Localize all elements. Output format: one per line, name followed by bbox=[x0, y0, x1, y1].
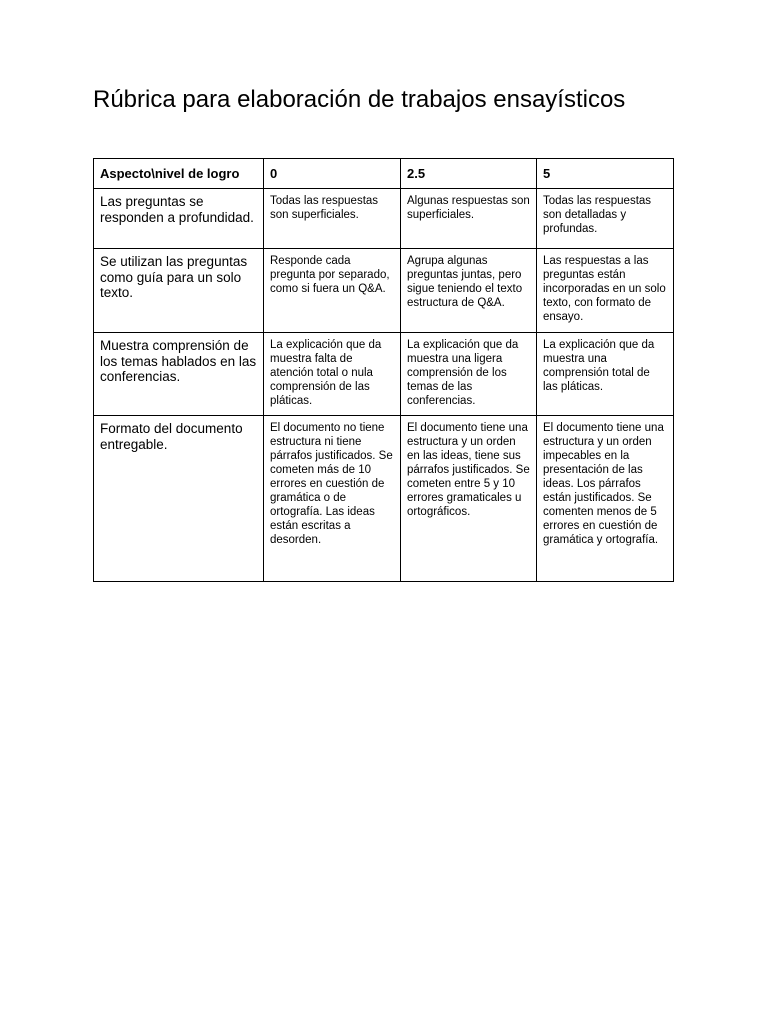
aspect-cell: Muestra comprensión de los temas hablados en las conferencias. bbox=[94, 333, 264, 416]
table-row bbox=[94, 333, 674, 416]
header-level-5: 5 bbox=[537, 159, 674, 189]
level-5-cell: La explicación que da muestra una comprensión total de las pláticas. bbox=[537, 333, 674, 416]
header-aspect: Aspecto\nivel de logro bbox=[94, 159, 264, 189]
document-title: Rúbrica para elaboración de trabajos ensayísticos bbox=[93, 86, 626, 113]
table-row bbox=[94, 416, 674, 582]
header-level-0: 0 bbox=[264, 159, 401, 189]
level-5-cell: Las respuestas a las preguntas están incorporadas en un solo texto, con formato de ensayo. bbox=[537, 249, 674, 333]
level-5-cell: Todas las respuestas son detalladas y profundas. bbox=[537, 189, 674, 249]
level-0-cell: Responde cada pregunta por separado, como si fuera un Q&A. bbox=[264, 249, 401, 333]
table-row bbox=[94, 189, 674, 249]
level-0-cell: Todas las respuestas son superficiales. bbox=[264, 189, 401, 249]
level-5-cell: El documento tiene una estructura y un orden impecables en la presentación de las ideas. Los párrafos están justificados. Se comenten menos de 5 errores en cuestión de gramática y ortografía. bbox=[537, 416, 674, 582]
header-level-2-5: 2.5 bbox=[401, 159, 537, 189]
aspect-cell: Las preguntas se responden a profundidad. bbox=[94, 189, 264, 249]
rubric-table bbox=[93, 158, 674, 582]
level-2-5-cell: Agrupa algunas preguntas juntas, pero sigue teniendo el texto estructura de Q&A. bbox=[401, 249, 537, 333]
level-0-cell: La explicación que da muestra falta de atención total o nula comprensión de las pláticas. bbox=[264, 333, 401, 416]
aspect-cell: Se utilizan las preguntas como guía para un solo texto. bbox=[94, 249, 264, 333]
table-row bbox=[94, 249, 674, 333]
level-2-5-cell: El documento tiene una estructura y un orden en las ideas, tiene sus párrafos justificados. Se cometen entre 5 y 10 errores gramaticales u ortográficos. bbox=[401, 416, 537, 582]
level-2-5-cell: La explicación que da muestra una ligera comprensión de los temas de las conferencias. bbox=[401, 333, 537, 416]
aspect-cell: Formato del documento entregable. bbox=[94, 416, 264, 582]
table-header-row bbox=[94, 159, 674, 189]
level-2-5-cell: Algunas respuestas son superficiales. bbox=[401, 189, 537, 249]
level-0-cell: El documento no tiene estructura ni tiene párrafos justificados. Se cometen más de 10 errores en cuestión de gramática o de ortografía. Las ideas están escritas a desorden. bbox=[264, 416, 401, 582]
